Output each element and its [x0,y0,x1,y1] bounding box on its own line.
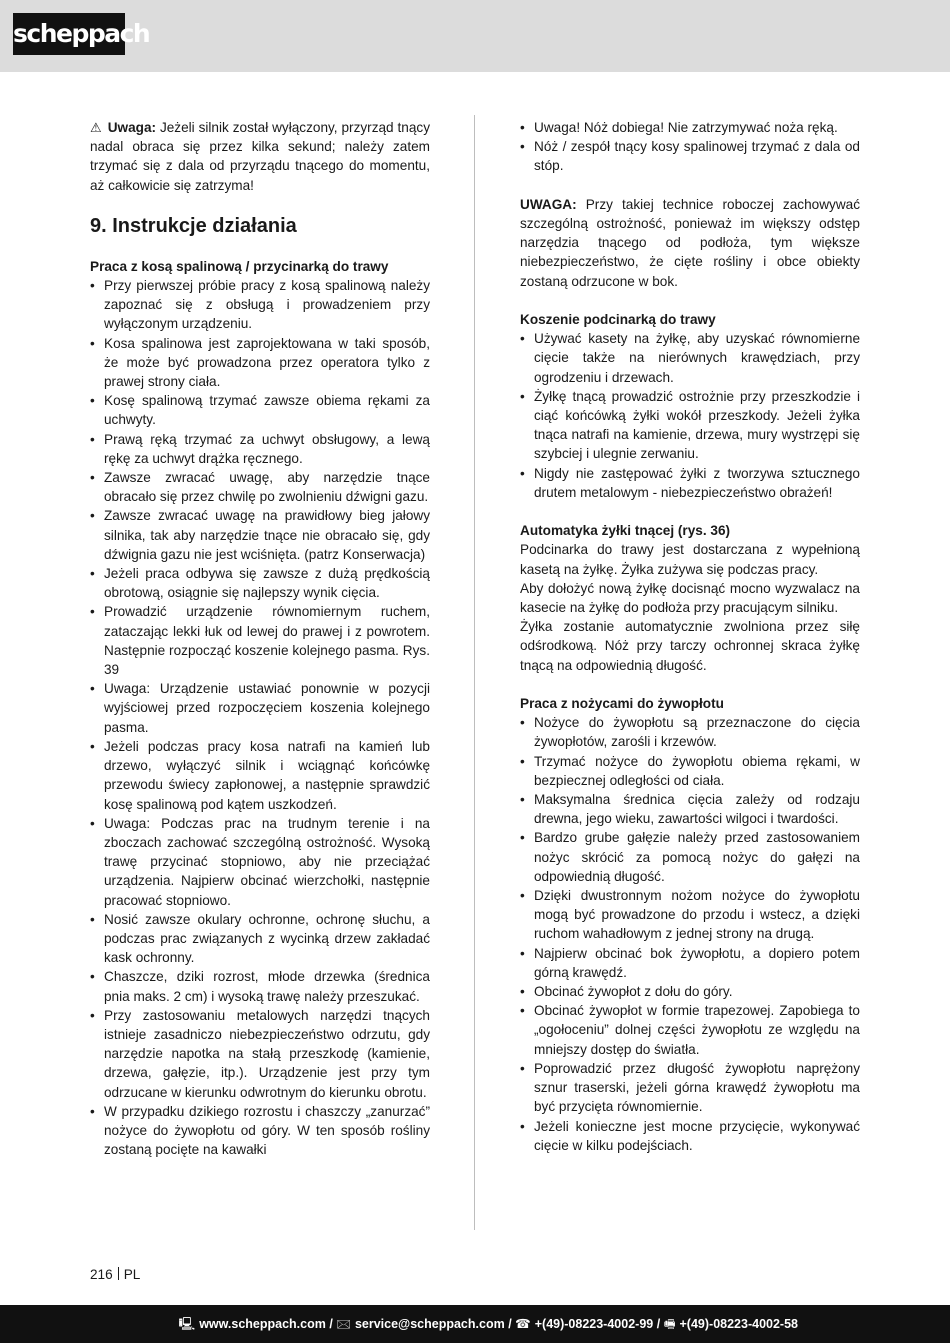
list-item: • Przy pierwszej próbie pracy z kosą spalinową należy zapoznać się z obsługą i prowadzeniem przy wyłączonym urządzeniu. [90,276,430,334]
header-bar [0,0,950,72]
page-number-value: 216 [90,1267,113,1282]
list-item: • Uwaga: Podczas prac na trudnym terenie i na zboczach zachować szczególną ostrożność. Wysoką trawę przycinać stopniowo, aby nie przeciążać urządzenia. Najpierw obcinać wierzchołki, następnie pracować stopniowo. [90,814,430,910]
website-link[interactable]: www.scheppach.com [199,1317,326,1331]
list-item: • Obcinać żywopłot w formie trapezowej. Zapobiega to „ogołoceniu” dolnej części żywopłotu ze względu na mniejszy dostęp do światła. [520,1001,860,1059]
list-item: • Chaszcze, dziki rozrost, młode drzewka (średnica pnia maks. 2 cm) i wysoką trawę należy przeszukać. [90,967,430,1005]
list-item: • Nożyce do żywopłotu są przeznaczone do cięcia żywopłotów, zarośli i krzewów. [520,713,860,751]
warning-text: Jeżeli silnik został wyłączony, przyrząd tnący nadal obraca się przez kilka sekund; należy zatem trzymać się z dala od przyrządu tnącego do momentu, aż całkowicie się zatrzyma! [90,120,431,193]
page-number [90,1265,140,1284]
list-item: • Nosić zawsze okulary ochronne, ochronę słuchu, a podczas prac związanych z wycinką drzew zakładać kask ochronny. [90,910,430,968]
fax-icon: 🖷 [663,1317,676,1331]
email-icon: 🖂 [336,1317,351,1331]
page-language: PL [123,1267,141,1282]
list-item: • Poprowadzić przez długość żywopłotu naprężony sznur traserski, jeżeli górna krawędź żywopłotu ma być przycięta równomiernie. [520,1059,860,1117]
uwaga-label: UWAGA: [520,196,577,212]
right-top-list [520,118,860,176]
warning-paragraph [90,118,430,195]
list-item: • Uwaga: Urządzenie ustawiać ponownie w pozycji wyjściowej przed rozpoczęciem koszenia kolejnego pasma. [90,679,430,737]
section-title: 9. Instrukcje działania [90,214,297,237]
list-item: • Nóż / zespół tnący kosy spalinowej trzymać z dala od stóp. [520,137,860,175]
page-separator [118,1267,119,1280]
list-item: • Zawsze zwracać uwagę na prawidłowy bieg jałowy silnika, tak aby narzędzie tnące nie obracało się, gdy dźwignia gazu nie jest wciśnięta. (patrz Konserwacja) [90,506,430,564]
subhead-koszenie: Koszenie podcinarką do trawy [520,312,716,327]
list-item: • Kosa spalinowa jest zaprojektowana w taki sposób, że może być prowadzona przez operatora tylko z prawej strony ciała. [90,334,430,392]
uwaga-text: Przy takiej technice roboczej zachowywać szczególną ostrożność, ponieważ im większy odstęp narzędzia tnącego od podłoża, tym większe niebezpieczeństwo, że cięte rośliny i obce obiekty zostaną odrzucone w bok. [520,196,860,289]
right-column [520,118,860,1155]
separator: / [329,1317,333,1331]
list-item: • Żyłkę tnącą prowadzić ostrożnie przy przeszkodzie i ciąć końcówką żyłki wokół przeszkody. Jeżeli żyłka tnąca natrafi na kamienie, drzewa, mury wystrzępi się szybciej i ulegnie zerwaniu. [520,387,860,464]
warning-triangle-icon: ⚠ [90,120,102,135]
list-item: • Bardzo grube gałęzie należy przed zastosowaniem nożyc skrócić za pomocą nożyc do gałęzi na odpowiednią długość. [520,828,860,886]
list-item: • Uwaga! Nóż dobiega! Nie zatrzymywać noża ręką. [520,118,860,137]
list-item: • Używać kasety na żyłkę, aby uzyskać równomierne cięcie także na nierównych krawędziach, przy ogrodzeniu i drzewach. [520,329,860,387]
koszenie-list [520,329,860,502]
list-item: • W przypadku dzikiego rozrostu i chaszczy „zanurzać” nożyce do żywopłotu od góry. W ten sposób rośliny zostaną pocięte na kawałki [90,1102,430,1160]
computer-icon: 🖳 [178,1317,196,1331]
left-column [90,118,430,1159]
footer-contact [179,1305,799,1343]
list-item: • Trzymać nożyce do żywopłotu obiema rękami, w bezpiecznej odległości od ciała. [520,752,860,790]
list-item: • Obcinać żywopłot z dołu do góry. [520,982,860,1001]
phone-icon: ☎ [515,1317,531,1331]
nozyce-list [520,713,860,1155]
subhead-automatyka: Automatyka żyłki tnącej (rys. 36) [520,523,731,539]
list-item: • Prawą ręką trzymać za uchwyt obsługowy, a lewą rękę za uchwyt drążka ręcznego. [90,430,430,468]
fax-number: +(49)-08223-4002-58 [679,1317,798,1331]
footer-bar [0,1305,950,1343]
subhead-kosa: Praca z kosą spalinową / przycinarką do trawy [90,258,389,274]
list-item: • Kosę spalinową trzymać zawsze obiema rękami za uchwyty. [90,391,430,429]
left-bullet-list [90,276,430,1159]
list-item: • Zawsze zwracać uwagę, aby narzędzie tnące obracało się przez chwilę po zwolnieniu dźwigni gazu. [90,468,430,506]
list-item: • Dzięki dwustronnym nożom nożyce do żywopłotu mogą być prowadzone do przodu i wstecz, a dzięki ruchom wahadłowym z jednej strony na drugą. [520,886,860,944]
automatyka-p2: Aby dołożyć nową żyłkę docisnąć mocno wyzwalacz na kasecie na żyłkę do podłoża przy pracującym silniku. [520,580,860,616]
list-item: • Maksymalna średnica cięcia zależy od rodzaju drewna, jego wieku, zawartości wilgoci i twardości. [520,790,860,828]
email-link[interactable]: service@scheppach.com [354,1317,505,1331]
list-item: • Jeżeli praca odbywa się zawsze z dużą prędkością obrotową, osiągnie się najlepszy wynik cięcia. [90,564,430,602]
warning-label: Uwaga: [107,120,157,135]
scheppach-logo: scheppach [13,13,125,55]
automatyka-p3: Żyłka zostanie automatycznie zwolniona przez siłę odśrodkową. Nóż przy tarczy ochronnej skraca żyłkę tnącą na odpowiednią długość. [520,619,860,673]
list-item: • Najpierw obcinać bok żywopłotu, a dopiero potem górną krawędź. [520,944,860,982]
column-divider [474,115,475,1230]
list-item: • Nigdy nie zastępować żyłki z tworzywa sztucznego drutem metalowym - niebezpieczeństwo obrażeń! [520,464,860,502]
uwaga-paragraph [520,195,860,291]
separator: / [508,1317,512,1331]
phone-number: +(49)-08223-4002-99 [534,1317,654,1331]
automatyka-p1: Podcinarka do trawy jest dostarczana z wypełnioną kasetą na żyłkę. Żyłka zużywa się podczas pracy. [520,542,860,577]
subhead-nozyce: Praca z nożycami do żywopłotu [520,696,724,712]
list-item: • Jeżeli konieczne jest mocne przycięcie, wykonywać cięcie w kilku podejściach. [520,1117,860,1155]
list-item: • Jeżeli podczas pracy kosa natrafi na kamień lub drzewo, wyłączyć silnik i wciągnąć końcówkę przewodu świecy zapłonowej, a następnie sprawdzić kosę spalinową pod kątem uszkodzeń. [90,737,430,814]
separator: / [656,1317,661,1331]
list-item: • Przy zastosowaniu metalowych narzędzi tnących istnieje zasadniczo niebezpieczeństwo odrzutu, gdy narzędzie napotka na stałą przeszkodę (kamienie, drzewa, gałęzie, itp.). Urządzenie jest przy tym odrzucane w kierunku odwrotnym do kierunku obrotu. [90,1006,430,1102]
list-item: • Prowadzić urządzenie równomiernym ruchem, zataczając lekki łuk od lewej do prawej i z powrotem. Następnie rozpocząć koszenie kolejnego pasma. Rys. 39 [90,602,430,679]
